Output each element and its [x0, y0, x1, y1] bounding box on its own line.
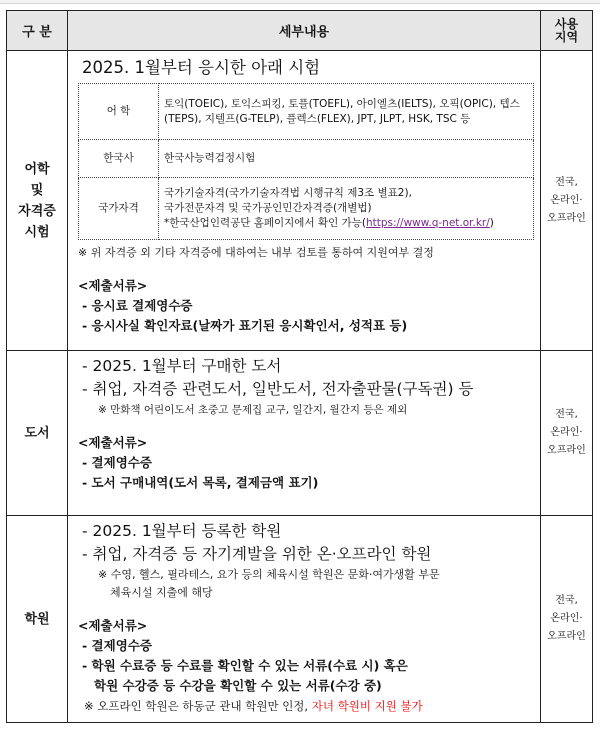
exam-table: [78, 83, 534, 240]
academy-line: - 취업, 자격증 등 자기계발을 위한 온·오프라인 학원: [82, 545, 432, 563]
doc-item: - 도서 구매내역(도서 목록, 결제금액 표기): [82, 475, 319, 490]
text: ※ 오프라인 학원은 하동군 관내 학원만 인정,: [84, 699, 312, 713]
text-line: 국가기술자격(국가기술자격법 시행규칙 제3조 별표2),: [164, 187, 412, 199]
doc-item: - 응시사실 확인자료(날짜가 표기된 응시확인서, 성적표 등): [82, 318, 408, 333]
category-exam: 어학 및 자격증 시험: [7, 51, 68, 351]
category-academy: 학원: [7, 516, 68, 723]
header-category: 구 분: [7, 11, 68, 51]
details-exam: [68, 51, 541, 351]
doc-item: 학원 수강증 등 수강을 확인할 수 있는 서류(수강 중): [94, 678, 382, 693]
warning-text: 자녀 학원비 지원 불가: [311, 699, 423, 713]
docs-title: <제출서류>: [78, 278, 148, 293]
exam-note: ※ 위 자격증 외 기타 자격증에 대하여는 내부 검토를 통하여 지원여부 결정: [78, 246, 434, 259]
row-academy: [7, 516, 593, 723]
text-line: 국가전문자격 및 국가공인민간자격증(개별법): [164, 202, 372, 214]
doc-item: - 결제영수증: [82, 455, 152, 470]
exam-text: 한국사능력검정시험: [159, 140, 534, 178]
text-line: [164, 216, 528, 231]
details-books: [68, 351, 541, 516]
category-books: 도서: [7, 351, 68, 516]
row-exam: [7, 51, 593, 351]
header-details: 세부내용: [68, 11, 541, 51]
exam-text: [159, 178, 534, 240]
doc-item: - 결제영수증: [82, 638, 152, 653]
text: ): [489, 217, 494, 229]
exam-text: 토익(TOEIC), 토익스피킹, 토플(TOEFL), 아이엘츠(IELTS), 오픽(OPIC), 텝스(TEPS), 지텔프(G-TELP), 플렉스(FLEX), JPT, JLPT, HSK, TSC 등: [159, 84, 534, 140]
books-note: ※ 만화책 어린이도서 초중고 문제집 교구, 일간지, 월간지 등은 제외: [98, 404, 408, 416]
support-table: [6, 10, 593, 723]
doc-item: - 응시료 결제영수증: [82, 298, 193, 313]
academy-note: ※ 수영, 헬스, 필라테스, 요가 등의 체육시설 학원은 문화·여가생활 부문: [98, 568, 440, 581]
region-books: 전국, 온라인· 오프라인: [541, 351, 593, 516]
doc-item: - 학원 수료증 등 수료를 확인할 수 있는 서류(수료 시) 혹은: [82, 658, 408, 673]
academy-line: - 2025. 1월부터 등록한 학원: [82, 522, 282, 540]
row-books: [7, 351, 593, 516]
region-academy: 전국, 온라인· 오프라인: [541, 516, 593, 723]
docs-title: <제출서류>: [78, 618, 148, 633]
header-region: 사용 지역: [541, 11, 593, 51]
region-exam: 전국, 온라인· 오프라인: [541, 51, 593, 351]
exam-label: 국가자격: [79, 178, 159, 240]
ruler-bar: [0, 0, 600, 4]
details-academy: [68, 516, 541, 723]
header-row: [7, 11, 593, 51]
qnet-link[interactable]: https://www.q-net.or.kr/: [365, 217, 490, 229]
exam-title: 2025. 1월부터 응시한 아래 시험: [82, 58, 321, 77]
text: *한국산업인력공단 홈페이지에서 확인 가능(: [164, 217, 366, 229]
books-line: - 2025. 1월부터 구매한 도서: [82, 357, 282, 375]
academy-final-note: [78, 696, 534, 716]
exam-label: 어 학: [79, 84, 159, 140]
exam-label: 한국사: [79, 140, 159, 178]
academy-note: 체육시설 지출에 해당: [110, 586, 213, 599]
books-line: - 취업, 자격증 관련도서, 일반도서, 전자출판물(구독권) 등: [82, 380, 474, 398]
docs-title: <제출서류>: [78, 435, 148, 450]
